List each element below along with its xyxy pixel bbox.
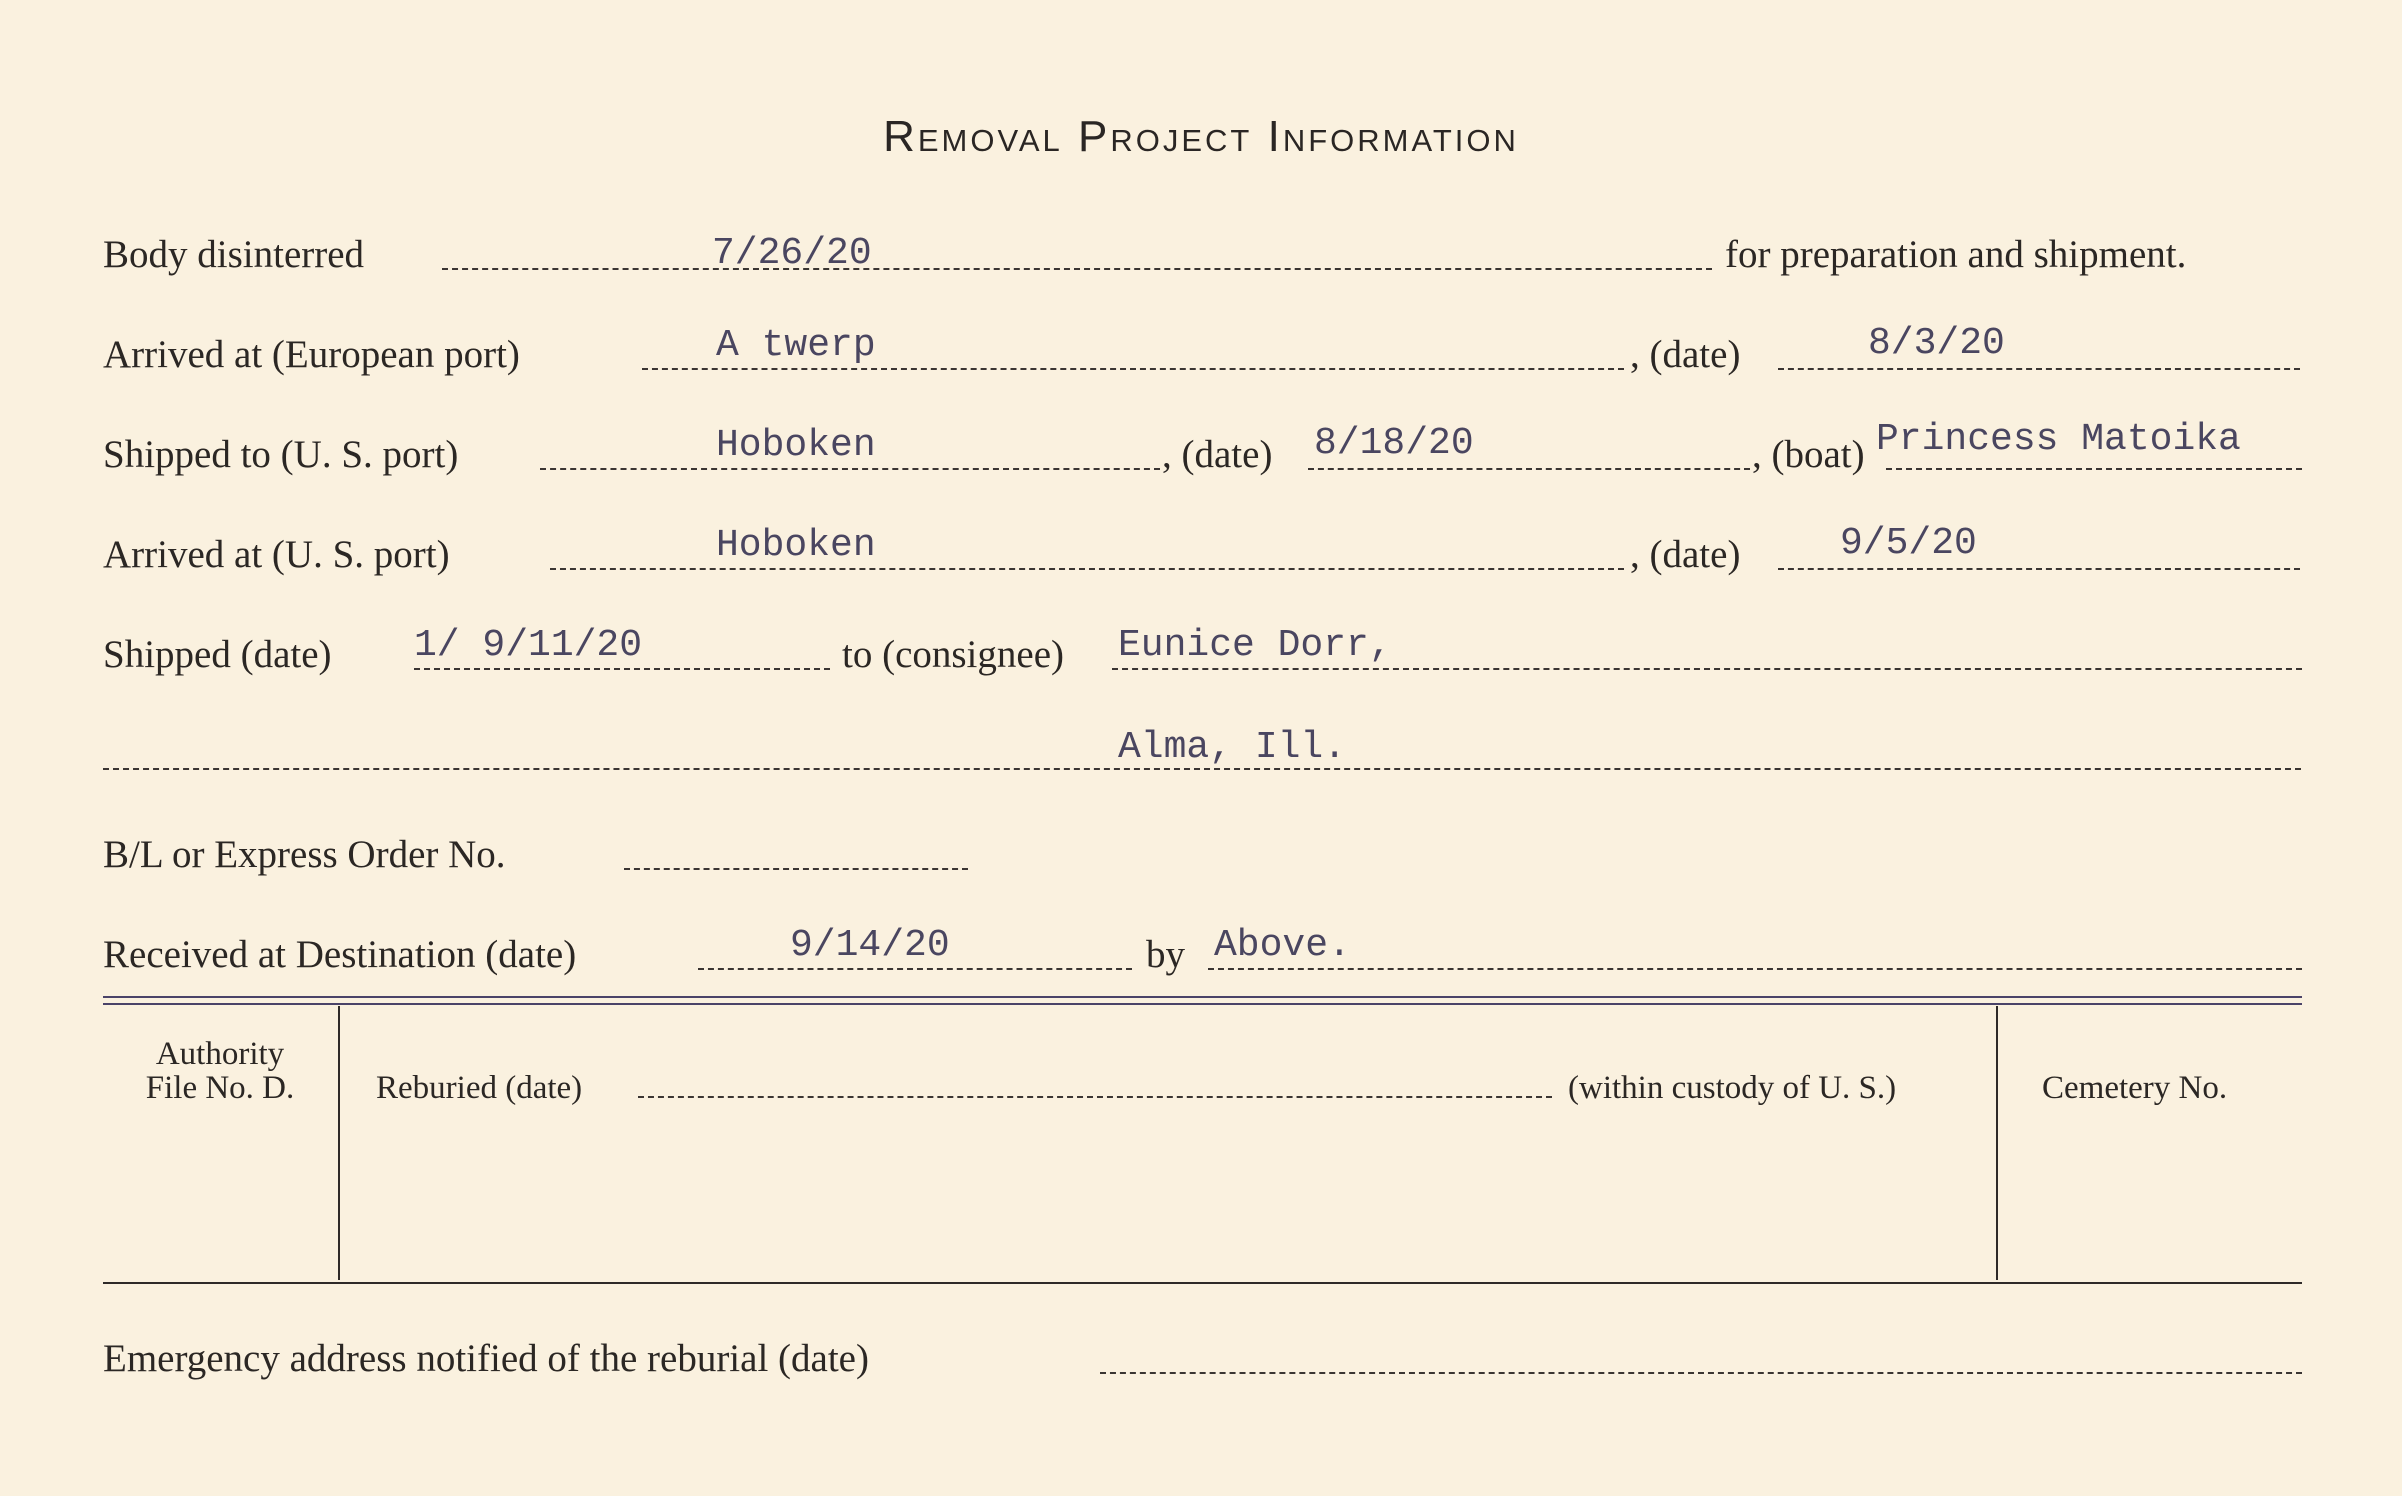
disinterred-label: Body disinterred [103,233,365,276]
reburied-line [638,1096,1552,1098]
authority-label: Authority [155,1036,285,1072]
disinterred-suffix: for preparation and shipment. [1725,233,2187,276]
consignee-value: Eunice Dorr, [1118,624,1392,667]
bl-label: B/L or Express Order No. [103,833,506,876]
euro-port-label: Arrived at (European port) [103,333,520,376]
disinterred-line [442,268,1712,270]
shipped-us-boat-label: , (boat) [1752,433,1865,476]
euro-port-date: 8/3/20 [1868,322,2005,365]
euro-port-date-label: , (date) [1630,333,1741,376]
double-rule-bottom [103,1003,2302,1005]
shipped-line [414,668,830,670]
arrived-us-label: Arrived at (U. S. port) [103,533,450,576]
bl-line [624,868,968,870]
received-by-line [1208,968,2302,970]
custody-label: (within custody of U. S.) [1568,1070,1897,1106]
euro-port-date-line [1778,368,2300,370]
arrived-us-value: Hoboken [716,524,876,567]
arrived-us-date-line [1778,568,2300,570]
consignee-value-2: Alma, Ill. [1118,726,1347,769]
arrived-us-date: 9/5/20 [1840,522,1977,565]
box-divider-right [1996,1006,1998,1280]
shipped-us-date-line [1308,468,1750,470]
shipped-label: Shipped (date) [103,633,332,676]
received-label: Received at Destination (date) [103,933,577,976]
shipped-us-label: Shipped to (U. S. port) [103,433,459,476]
consignee-line [1112,668,2302,670]
received-line [698,968,1132,970]
emergency-label: Emergency address notified of the reburial (date) [103,1337,869,1380]
file-no-label: File No. D. [145,1070,295,1106]
shipped-us-date-label: , (date) [1162,433,1273,476]
card-title: Removal Project Information [883,112,1519,161]
euro-port-line [642,368,1624,370]
euro-port-value: A twerp [716,324,876,367]
received-by-value: Above. [1214,924,1351,967]
box-bottom-line [103,1282,2302,1284]
received-value: 9/14/20 [790,924,950,967]
received-by-label: by [1146,933,1185,976]
shipped-us-date: 8/18/20 [1314,422,1474,465]
cemetery-label: Cemetery No. [2042,1070,2228,1106]
shipped-value: 1/ 9/11/20 [414,624,643,667]
shipped-us-boat-line [1886,468,2302,470]
arrived-us-date-label: , (date) [1630,533,1741,576]
double-rule-top [103,996,2302,998]
reburied-label: Reburied (date) [376,1070,583,1106]
shipped-us-line [540,468,1160,470]
arrived-us-line [550,568,1624,570]
disinterred-value: 7/26/20 [712,232,872,275]
shipped-us-value: Hoboken [716,424,876,467]
emergency-line [1100,1372,2302,1374]
box-divider-left [338,1006,340,1280]
consignee-label: to (consignee) [842,633,1065,676]
shipped-us-boat: Princess Matoika [1876,418,2241,461]
